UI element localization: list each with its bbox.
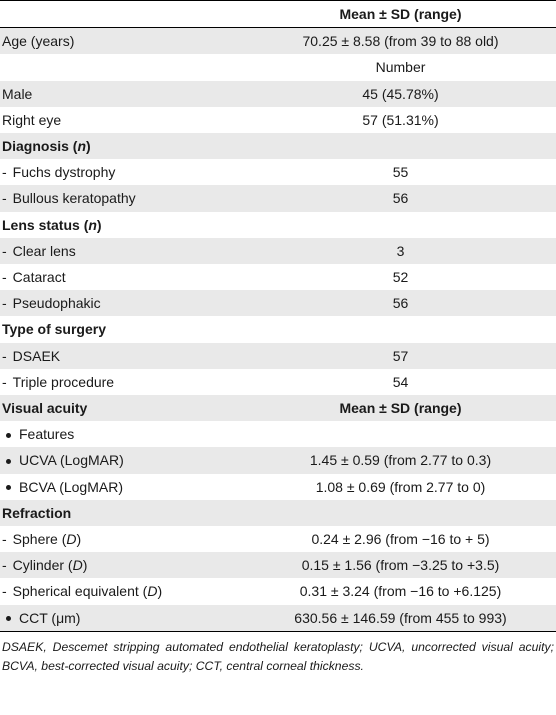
row-value: 54 (392, 373, 409, 390)
row-label-cell (0, 500, 245, 526)
row-label-cell (0, 159, 245, 185)
row-label: BCVA (LogMAR) (19, 478, 123, 495)
row-value (245, 500, 556, 526)
table-row (0, 605, 556, 632)
bullet-icon (6, 433, 11, 438)
row-label-cell (0, 552, 245, 578)
row-label-prefix: Diagnosis ( (2, 138, 78, 155)
table-row (0, 28, 556, 55)
bullet-icon (6, 616, 11, 621)
row-label-cell (0, 238, 245, 264)
table-row (0, 552, 556, 578)
dash-marker: - (2, 347, 7, 364)
row-label-suffix: ) (96, 216, 102, 233)
dash-marker: - (2, 583, 7, 600)
row-label-suffix: ) (157, 583, 163, 600)
row-label-italic: D (72, 557, 83, 574)
row-label-cell (0, 81, 245, 107)
row-value: 52 (392, 269, 409, 286)
table-row (0, 290, 556, 316)
row-value: 0.24 ± 2.96 (from −16 to + 5) (311, 531, 490, 548)
table-row (0, 133, 556, 159)
row-value: 55 (392, 164, 409, 181)
row-label-cell (0, 578, 245, 604)
row-label-cell (0, 605, 245, 632)
table-row (0, 526, 556, 552)
row-value: 0.31 ± 3.24 (from −16 to +6.125) (299, 583, 502, 600)
row-label-suffix: ) (86, 138, 91, 155)
row-value (245, 316, 556, 342)
table-row (0, 107, 556, 133)
row-label-suffix: ) (82, 557, 88, 574)
row-label: Triple procedure (12, 373, 115, 390)
bullet-icon (6, 485, 11, 490)
row-value: 0.15 ± 1.56 (from −3.25 to +3.5) (245, 552, 556, 578)
table-row (0, 238, 556, 264)
row-label-cell (0, 54, 245, 80)
row-label: Visual acuity (2, 400, 88, 417)
row-label-cell (0, 133, 245, 159)
row-label-italic: n (88, 216, 97, 233)
row-label: Type of surgery (2, 321, 106, 338)
row-label-cell (0, 526, 245, 552)
dash-marker: - (2, 373, 7, 390)
table-row (0, 578, 556, 604)
row-label: Fuchs dystrophy (12, 164, 116, 181)
row-label: Age (years) (2, 33, 75, 50)
row-value: 57 (51.31%) (362, 111, 439, 128)
header-col-label (0, 1, 245, 28)
row-label-italic: D (147, 583, 158, 600)
row-value: 45 (45.78%) (245, 81, 556, 107)
row-label-cell (0, 185, 245, 211)
dash-marker: - (2, 557, 7, 574)
row-label-suffix: ) (76, 531, 82, 548)
row-label-prefix: Sphere ( (12, 531, 67, 548)
row-label: Features (19, 426, 75, 443)
row-label: Right eye (2, 111, 62, 128)
table-row (0, 264, 556, 290)
row-label: DSAEK (12, 347, 61, 364)
row-label: Clear lens (12, 242, 76, 259)
row-value: 1.45 ± 0.59 (from 2.77 to 0.3) (245, 447, 556, 473)
row-label: Refraction (2, 504, 72, 521)
row-label: Male (2, 85, 33, 102)
row-value: Number (375, 59, 426, 76)
row-label-cell (0, 395, 245, 421)
row-value: 3 (245, 238, 556, 264)
row-label: UCVA (LogMAR) (19, 452, 124, 469)
table-row (0, 447, 556, 473)
row-label-prefix: Lens status ( (2, 216, 89, 233)
row-label-prefix: Cylinder ( (12, 557, 73, 574)
table-row (0, 369, 556, 395)
row-label-cell (0, 343, 245, 369)
row-label-cell (0, 369, 245, 395)
dash-marker: - (2, 164, 7, 181)
row-value: Mean ± SD (range) (245, 395, 556, 421)
row-label-cell (0, 28, 245, 55)
row-label-prefix: Spherical equivalent ( (12, 583, 148, 600)
row-value (245, 421, 556, 447)
row-label-cell (0, 447, 245, 473)
table-body (0, 28, 556, 632)
row-value (245, 212, 556, 238)
row-label-cell (0, 421, 245, 447)
row-label-cell (0, 290, 245, 316)
dash-marker: - (2, 242, 7, 259)
table-row (0, 474, 556, 500)
header-col-value: Mean ± SD (range) (245, 1, 556, 28)
row-value: 57 (245, 343, 556, 369)
row-label-cell (0, 316, 245, 342)
table-row (0, 54, 556, 80)
table-footnote: DSAEK, Descemet stripping automated endothelial keratoplasty; UCVA, uncorrected visual acuity; BCVA, best-corrected visual acuity; CCT, central corneal thickness. (2, 639, 554, 673)
row-value: 1.08 ± 0.69 (from 2.77 to 0) (315, 478, 486, 495)
dash-marker: - (2, 190, 7, 207)
table-row (0, 185, 556, 211)
table-row (0, 500, 556, 526)
row-label-italic: n (77, 138, 87, 155)
table-row (0, 212, 556, 238)
row-label: Cataract (12, 269, 66, 286)
row-label-cell (0, 474, 245, 500)
row-label: Pseudophakic (12, 295, 101, 312)
dash-marker: - (2, 531, 7, 548)
row-label-cell (0, 107, 245, 133)
row-label-cell (0, 264, 245, 290)
table-row (0, 81, 556, 107)
table-row (0, 421, 556, 447)
row-value (245, 133, 556, 159)
table-header-row (0, 1, 556, 28)
row-label-cell (0, 212, 245, 238)
row-value: 630.56 ± 146.59 (from 455 to 993) (245, 605, 556, 632)
dash-marker: - (2, 269, 7, 286)
row-value: 56 (245, 185, 556, 211)
row-label-italic: D (66, 531, 77, 548)
row-value: 70.25 ± 8.58 (from 39 to 88 old) (245, 28, 556, 55)
bullet-icon (6, 459, 11, 464)
row-label: Bullous keratopathy (12, 190, 136, 207)
table-row (0, 343, 556, 369)
table-row (0, 316, 556, 342)
row-label: CCT (μm) (19, 609, 81, 626)
row-value: 56 (245, 290, 556, 316)
dash-marker: - (2, 295, 7, 312)
table-row (0, 395, 556, 421)
table-row (0, 159, 556, 185)
